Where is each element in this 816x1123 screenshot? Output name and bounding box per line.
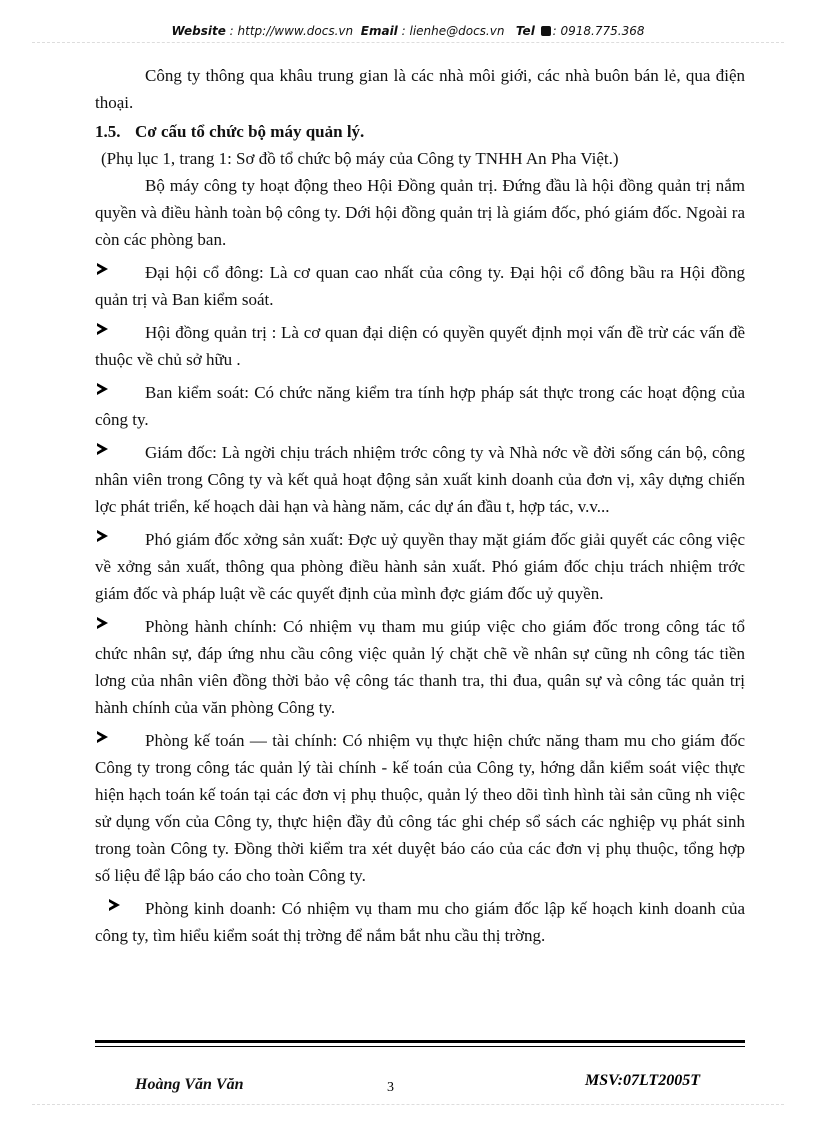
section-title: Cơ cấu tổ chức bộ máy quản lý.	[135, 122, 365, 141]
arrow-bullet-icon	[97, 731, 108, 743]
arrow-bullet-icon	[97, 530, 108, 542]
website-value: : http://www.docs.vn	[229, 24, 354, 38]
bullet-item	[95, 439, 745, 520]
page-header	[0, 24, 816, 38]
bullet-item	[95, 526, 745, 607]
student-id: MSV:07LT2005T	[585, 1072, 700, 1089]
bullet-text: Phòng hành chính: Có nhiệm vụ tham mu giúp việc cho giám đốc trong công tác tổ chức nhân sự, đáp ứng nhu cầu công việc quản lý chặt chẽ về nhân sự cũng nh công tác tiền lơng của nhân viên đồng thời bảo vệ công tác thanh tra, thi đua, quân sự và công tác quản trị hành chính của văn phòng Công ty.	[95, 617, 745, 717]
bottom-divider	[32, 1104, 784, 1105]
email-value: : lienhe@docs.vn	[401, 24, 505, 38]
bullet-text: Phòng kinh doanh: Có nhiệm vụ tham mu cho giám đốc lập kế hoạch kinh doanh của công ty, tìm hiểu kiểm soát thị trờng để nắm bắt nhu cầu thị trờng.	[95, 899, 745, 945]
section-heading	[95, 118, 745, 145]
bullet-item	[95, 259, 745, 313]
bullet-text: Hội đồng quản trị : Là cơ quan đại diện có quyền quyết định mọi vấn đề trừ các vấn đề thuộc về chủ sở hữu .	[95, 323, 745, 369]
arrow-bullet-icon	[97, 263, 108, 275]
tel-value: : 0918.775.368	[552, 24, 645, 38]
bullet-text: Ban kiểm soát: Có chức năng kiểm tra tính hợp pháp sát thực trong các hoạt động của công ty.	[95, 383, 745, 429]
tel-label: Tel	[515, 24, 535, 38]
section-number: 1.5.	[95, 122, 121, 141]
arrow-bullet-icon	[97, 443, 108, 455]
arrow-bullet-icon	[109, 899, 120, 911]
footer-divider-thin	[95, 1046, 745, 1047]
header-divider	[32, 42, 784, 43]
bullet-text: Giám đốc: Là ngời chịu trách nhiệm trớc công ty và Nhà nớc về đời sống cán bộ, công nhân viên trong Công ty và kết quả hoạt động sản xuất kinh doanh của đơn vị, xây dựng chiến lợc phát triển, kế hoạch dài hạn và hàng năm, các dự án đầu t, hợp tác, v.v...	[95, 443, 745, 516]
bullet-item	[95, 613, 745, 721]
page-number: 3	[387, 1080, 394, 1095]
email-label: Email	[360, 24, 398, 38]
bullet-item	[95, 895, 745, 949]
arrow-bullet-icon	[97, 323, 108, 335]
overview-paragraph: Bộ máy công ty hoạt động theo Hội Đồng quản trị. Đứng đầu là hội đồng quản trị nắm quyền và điều hành toàn bộ công ty. Dới hội đồng quản trị là giám đốc, phó giám đốc. Ngoài ra còn các phòng ban.	[95, 176, 745, 249]
bullet-item	[95, 319, 745, 373]
author-name: Hoàng Văn Văn	[135, 1076, 244, 1093]
phone-icon	[541, 26, 551, 36]
footer-divider-thick	[95, 1040, 745, 1043]
document-body	[95, 62, 745, 949]
bullet-text: Phó giám đốc xởng sản xuất: Đợc uỷ quyền thay mặt giám đốc giải quyết các công việc về xởng sản xuất, thông qua phòng điều hành sản xuất. Phó giám đốc chịu trách nhiệm trớc giám đốc và pháp luật về các quyết định của mình đợc giám đốc uỷ quyền.	[95, 530, 745, 603]
bullet-text: Phòng kế toán — tài chính: Có nhiệm vụ thực hiện chức năng tham mu cho giám đốc Công ty trong công tác quản lý tài chính - kế toán của Công ty, hớng dẫn kiểm soát việc thực hiện hạch toán kế toán tại các đơn vị phụ thuộc, quản lý theo dõi tình hình tài sản cũng nh việc sử dụng vốn của Công ty, thực hiện đầy đủ công tác ghi chép sổ sách các nghiệp vụ phát sinh trong toàn Công ty. Đồng thời kiểm tra xét duyệt báo cáo của các đơn vị phụ thuộc, tổng hợp số liệu để lập báo cáo cho toàn Công ty.	[95, 731, 745, 885]
bullet-text: Đại hội cổ đông: Là cơ quan cao nhất của công ty. Đại hội cổ đông bầu ra Hội đồng quản trị và Ban kiểm soát.	[95, 263, 745, 309]
website-label: Website	[171, 24, 226, 38]
bullet-item	[95, 727, 745, 889]
intro-paragraph: Công ty thông qua khâu trung gian là các nhà môi giới, các nhà buôn bán lẻ, qua điện thoại.	[95, 66, 745, 112]
appendix-note: (Phụ lục 1, trang 1: Sơ đồ tổ chức bộ máy của Công ty TNHH An Pha Việt.)	[101, 149, 619, 168]
arrow-bullet-icon	[97, 617, 108, 629]
arrow-bullet-icon	[97, 383, 108, 395]
bullet-item	[95, 379, 745, 433]
